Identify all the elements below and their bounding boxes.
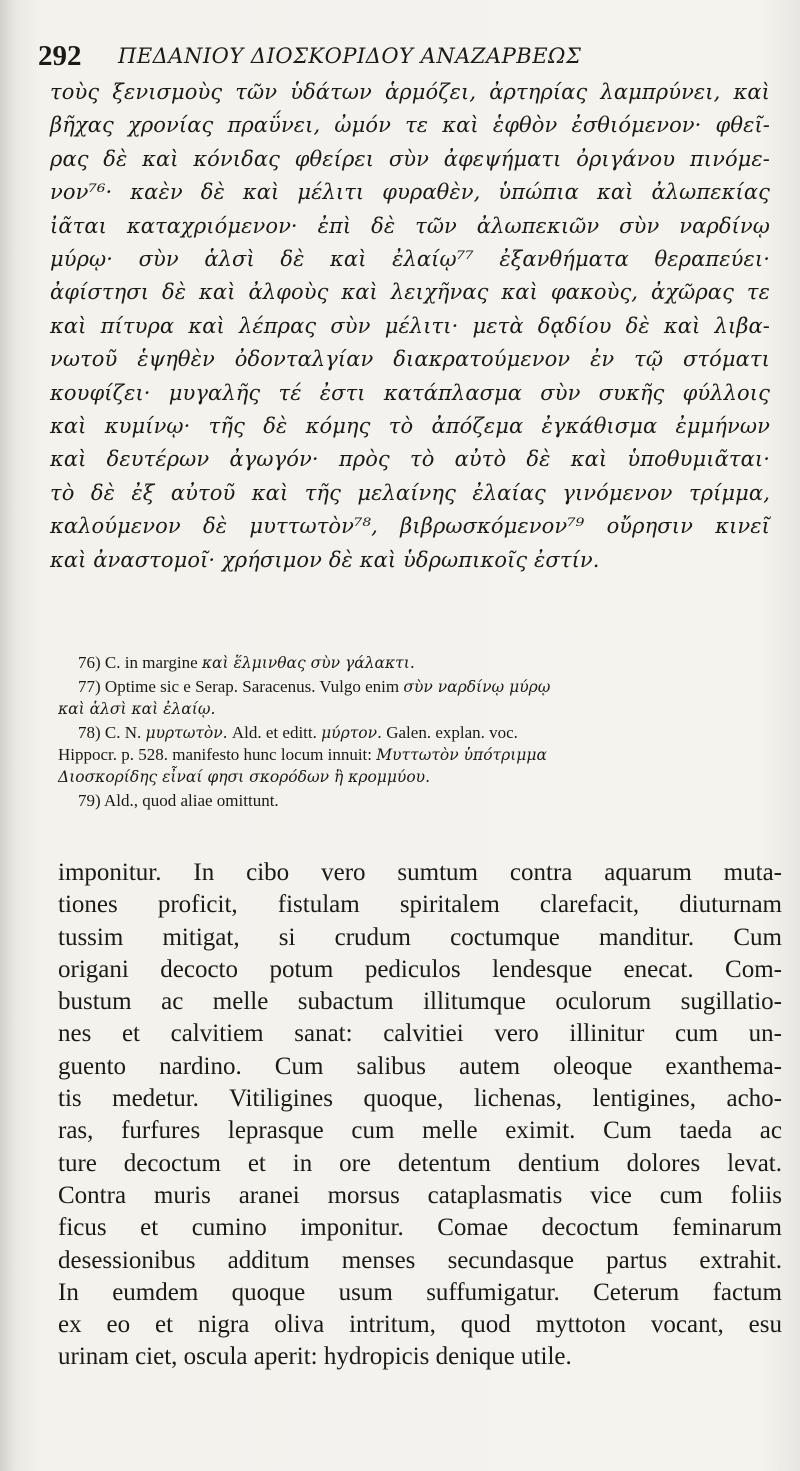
footnote-greek-text: μύρτον.: [321, 724, 382, 742]
page-header: [38, 40, 758, 80]
footnote: [58, 676, 764, 720]
footnote-greek-text: μυρτωτὸν.: [145, 724, 228, 742]
footnote-line: [58, 676, 764, 698]
footnote-latin-text: Galen. explan. voc.: [381, 723, 518, 742]
footnote-line: [58, 652, 764, 674]
footnote-line: [58, 722, 764, 744]
greek-text-line: τὸ δὲ ἐξ αὐτοῦ καὶ τῆς μελαίνης ἐλαίας γινόμενον τρίμμα,: [50, 480, 770, 505]
greek-text-line: καὶ ἀναστομοῖ· χρήσιμον δὲ καὶ ὑδρωπικοῖς ἐστίν.: [50, 547, 600, 572]
greek-text-line: ἀφίστησι δὲ καὶ ἀλφοὺς καὶ λειχῆνας καὶ φακοὺς, ἀχῶρας τε: [50, 280, 770, 305]
footnote-greek-text: Μυττωτὸν ὑπότριμμα: [376, 746, 547, 764]
footnote-line: [58, 698, 764, 720]
latin-text-line: origani decocto potum pediculos lendesque enecat. Com-: [58, 955, 782, 983]
footnote-line: [58, 766, 764, 788]
latin-text-line: In eumdem quoque usum suffumigatur. Ceterum factum: [58, 1278, 782, 1306]
latin-text-line: guento nardino. Cum salibus autem oleoque exanthema-: [58, 1052, 782, 1080]
latin-text-line: nes et calvitiem sanat: calvitiei vero illinitur cum un-: [58, 1020, 782, 1048]
footnote: [58, 790, 764, 812]
latin-text-line: Contra muris aranei morsus cataplasmatis vice cum foliis: [58, 1181, 782, 1209]
footnote-line: [58, 744, 764, 766]
latin-text-line: ficus et cumino imponitur. Comae decoctum feminarum: [58, 1214, 782, 1242]
latin-text-line: imponitur. In cibo vero sumtum contra aquarum muta-: [58, 859, 782, 886]
footnote-latin-text: Ald. et editt.: [227, 723, 322, 742]
footnote-greek-text: καὶ ἁλσὶ καὶ ἐλαίῳ.: [58, 700, 216, 718]
latin-text-line: ex eo et nigra oliva intritum, quod myttoton vocant, esu: [58, 1311, 782, 1339]
latin-text-block: [58, 857, 782, 1374]
footnote-latin-text: Hippocr. p. 528. manifesto hunc locum innuit:: [58, 745, 377, 764]
greek-text-line: τοὺς ξενισμοὺς τῶν ὑδάτων ἁρμόζει, ἀρτηρίας λαμπρύνει, καὶ: [50, 80, 770, 104]
latin-text-line: bustum ac melle subactum illitumque oculorum sugillatio-: [58, 988, 782, 1016]
greek-text-line: κουφίζει· μυγαλῆς τέ ἐστι κατάπλασμα σὺν συκῆς φύλλοις: [50, 380, 770, 405]
footnote-greek-text: καὶ ἕλμινθας σὺν γάλακτι.: [201, 654, 415, 672]
latin-text-line: tussim mitigat, si crudum coctumque manditur. Cum: [58, 923, 782, 951]
footnote: [58, 652, 764, 674]
footnotes: [58, 652, 764, 814]
page-number: 292: [38, 40, 82, 72]
latin-text-line: ras, furfures leprasque cum melle eximit. Cum taeda ac: [58, 1117, 782, 1145]
footnote-latin-text: 76) C. in margine: [78, 653, 202, 672]
greek-text-line: καλούμενον δὲ μυττωτὸν⁷⁸, βιβρωσκόμενον⁷⁹ οὔρησιν κινεῖ: [50, 514, 770, 539]
greek-text-line: βῆχας χρονίας πραΰνει, ὠμόν τε καὶ ἑφθὸν ἐσθιόμενον· φθεῖ-: [50, 113, 770, 138]
footnote-latin-text: 78) C. N.: [78, 723, 146, 742]
greek-text-line: ἰᾶται καταχριόμενον· ἐπὶ δὲ τῶν ἀλωπεκιῶν σὺν ναρδίνῳ: [50, 213, 770, 238]
footnote-line: [58, 790, 764, 812]
latin-text-line: ture decoctum et in ore detentum dentium dolores levat.: [58, 1149, 782, 1177]
greek-text-line: καὶ κυμίνῳ· τῆς δὲ κόμης τὸ ἀπόζεμα ἐγκάθισμα ἐμμήνων: [50, 414, 770, 439]
greek-text-line: καὶ πίτυρα καὶ λέπρας σὺν μέλιτι· μετὰ δᾳδίου δὲ καὶ λιβα-: [50, 313, 770, 338]
greek-text-line: μύρῳ· σὺν ἁλσὶ δὲ καὶ ἐλαίῳ⁷⁷ ἐξανθήματα θεραπεύει·: [50, 247, 770, 272]
greek-text-line: νον⁷⁶· καὲν δὲ καὶ μέλιτι φυραθὲν, ὑπώπια καὶ ἀλωπεκίας: [50, 180, 770, 205]
greek-text-line: καὶ δευτέρων ἀγωγόν· πρὸς τὸ αὐτὸ δὲ καὶ ὑποθυμιᾶται·: [50, 447, 770, 472]
latin-text-line: urinam ciet, oscula aperit: hydropicis denique utile.: [58, 1343, 572, 1371]
footnote-greek-text: Διοσκορίδης εἶναί φησι σκορόδων ἢ κρομμύου.: [58, 768, 431, 786]
greek-text-line: νωτοῦ ἑψηθὲν ὀδονταλγίαν διακρατούμενον ἐν τῷ στόματι: [50, 347, 770, 372]
greek-text-block: [50, 76, 770, 577]
footnote-latin-text: 77) Optime sic e Serap. Saracenus. Vulgo enim: [78, 677, 404, 696]
latin-text-line: tiones proficit, fistulam spiritalem clarefacit, diuturnam: [58, 891, 782, 919]
footnote: [58, 722, 764, 788]
greek-text-line: ρας δὲ καὶ κόνιδας φθείρει σὺν ἀφεψήματι ὀριγάνου πινόμε-: [50, 146, 770, 171]
footnote-greek-text: σὺν ναρδίνῳ μύρῳ: [403, 678, 551, 696]
latin-text-line: tis medetur. Vitiligines quoque, lichenas, lentigines, acho-: [58, 1085, 782, 1113]
footnote-latin-text: 79) Ald., quod aliae omittunt.: [78, 791, 279, 810]
latin-text-line: desessionibus additum menses secundasque partus extrahit.: [58, 1246, 782, 1274]
running-head: ΠΕΔΑΝΙΟΥ ΔΙΟΣΚΟΡΙΔΟΥ ΑΝΑΖΑΡΒΕΩΣ: [118, 44, 582, 68]
